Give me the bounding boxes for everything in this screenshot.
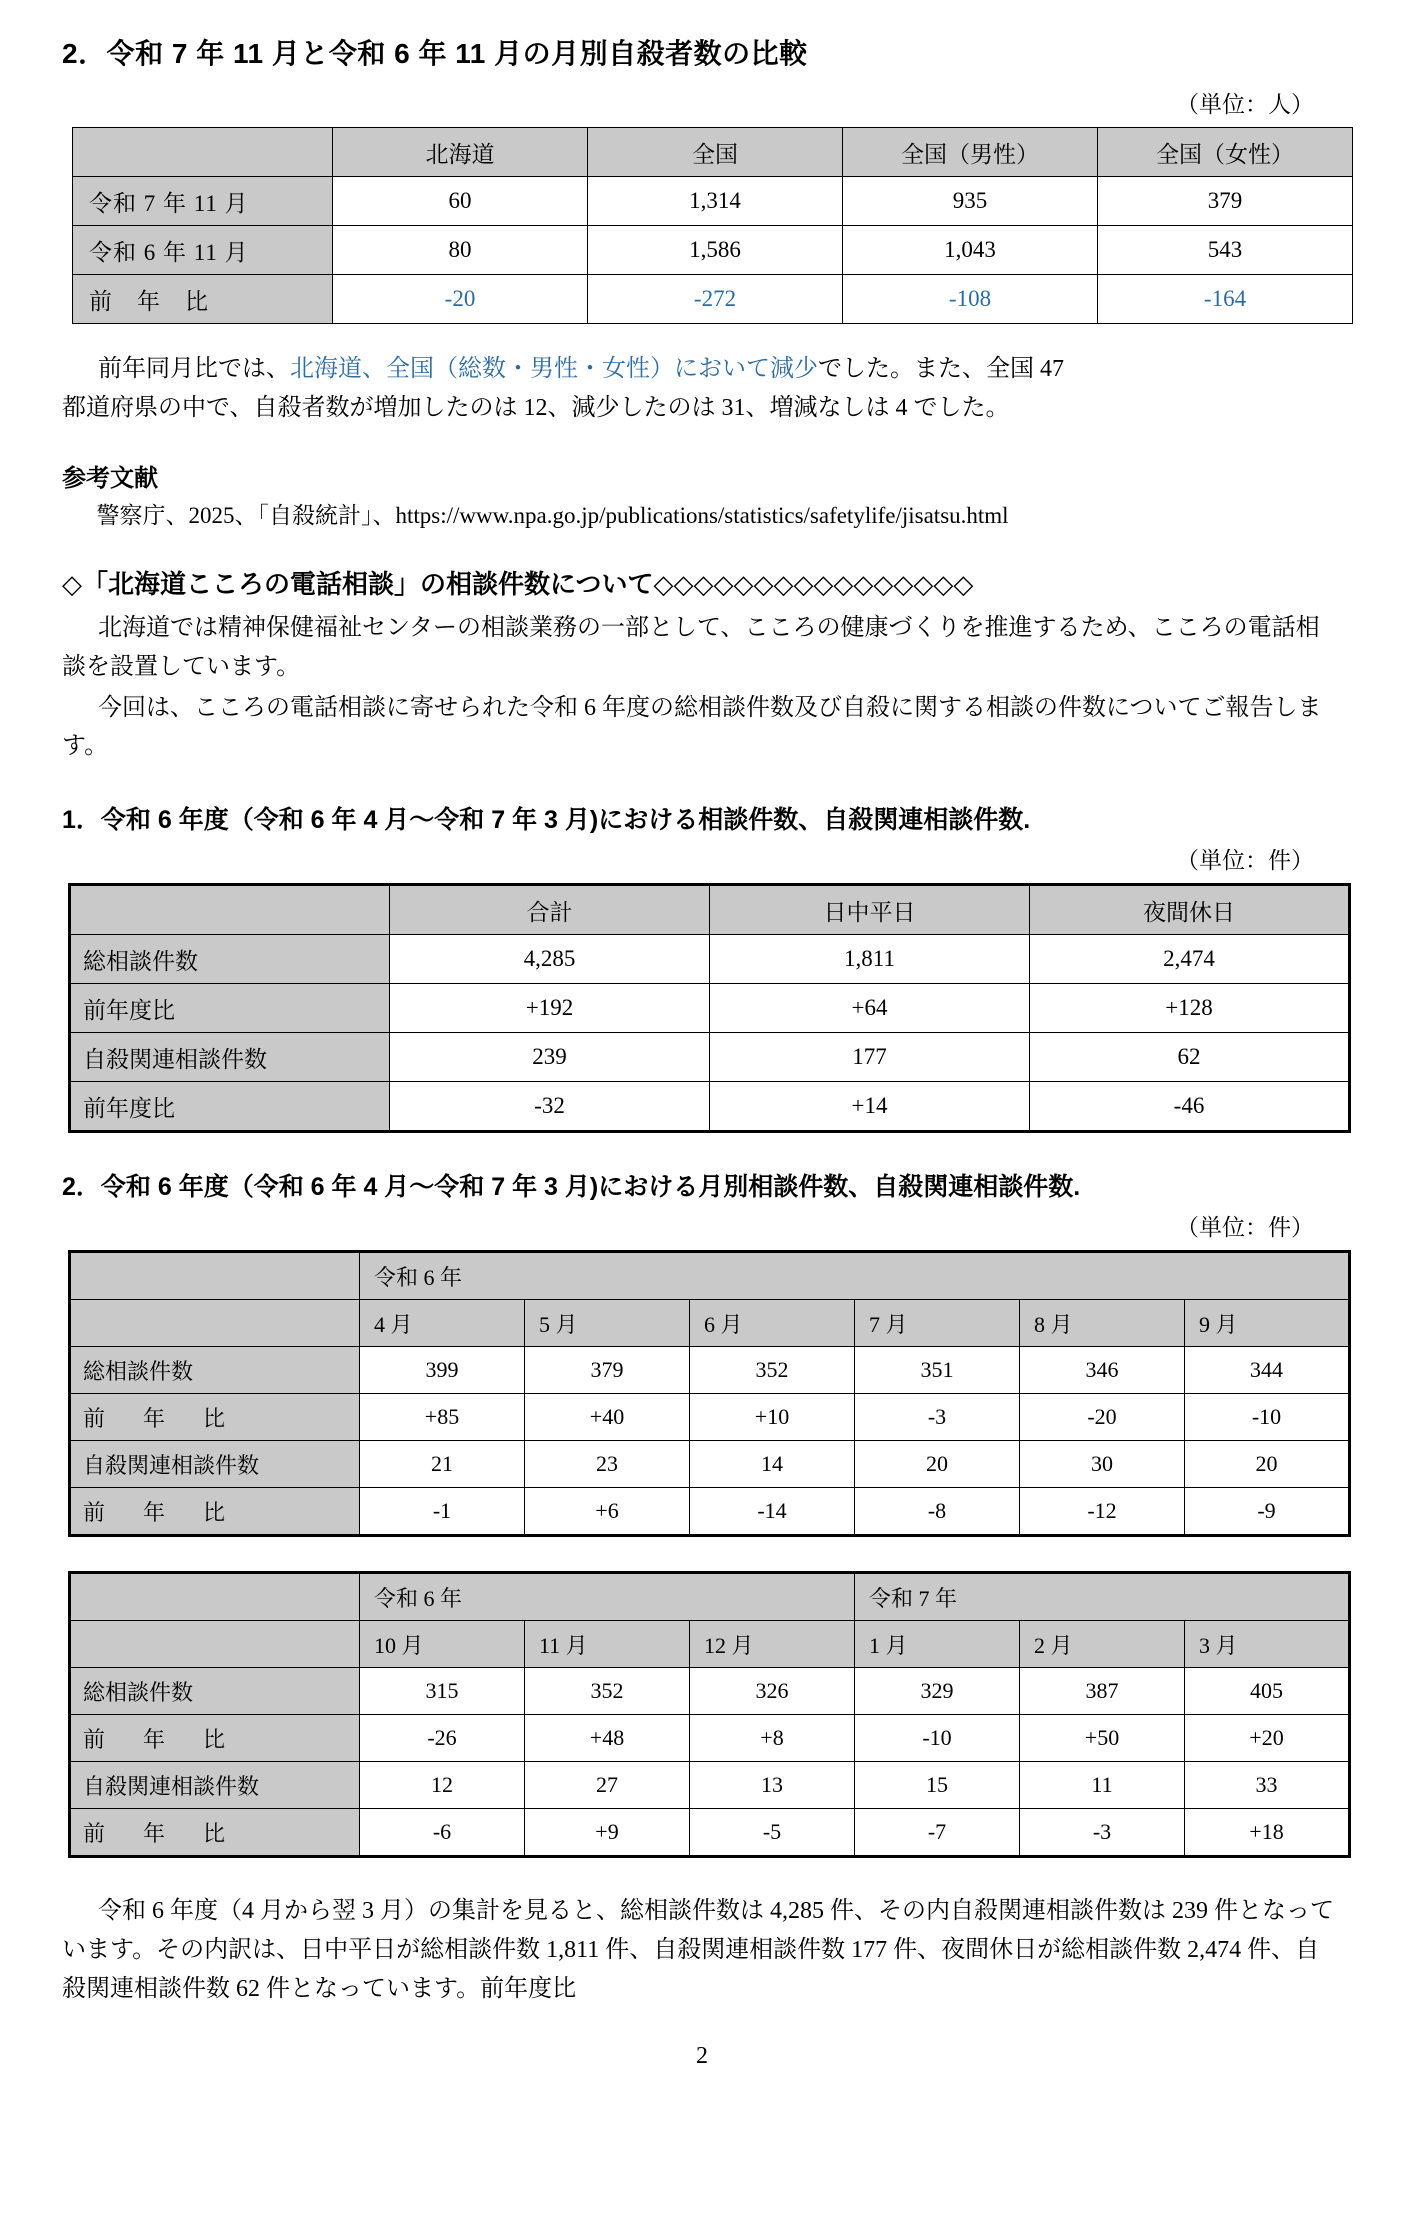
table-cell: 351 (855, 1347, 1020, 1394)
table-cell: 20 (1185, 1441, 1350, 1488)
table-corner-cell (70, 1573, 360, 1621)
table-cell: -46 (1030, 1082, 1350, 1132)
row-label: 総相談件数 (70, 935, 390, 984)
table-cell: -164 (1098, 275, 1353, 324)
table-month-row (70, 1621, 1350, 1668)
fiscal-table-1-unit: （単位：件） (1176, 848, 1314, 874)
table-cell: -1 (360, 1488, 525, 1536)
table-cell: 21 (360, 1441, 525, 1488)
table-cell: -272 (588, 275, 843, 324)
table-header-cell: 日中平日 (710, 885, 1030, 935)
table-cell: +20 (1185, 1715, 1350, 1762)
table-cell: 20 (855, 1441, 1020, 1488)
row-label: 令和 7 年 11 月 (73, 177, 333, 226)
table-cell: 543 (1098, 226, 1353, 275)
row-label: 前 年 比 (70, 1488, 360, 1536)
table-cell: +48 (525, 1715, 690, 1762)
table-cell: 15 (855, 1762, 1020, 1809)
section-1-paragraph (62, 350, 1342, 428)
section-1-title: 2．令和 7 年 11 月と令和 6 年 11 月の月別自殺者数の比較 (62, 38, 808, 69)
table-cell: 80 (333, 226, 588, 275)
month-header-cell: 12 月 (690, 1621, 855, 1668)
month-header-cell: 1 月 (855, 1621, 1020, 1668)
table-cell: 1,586 (588, 226, 843, 275)
table-row (70, 1394, 1350, 1441)
table-cell: 315 (360, 1668, 525, 1715)
fiscal-table-2-title: 2．令和 6 年度（令和 6 年 4 月〜令和 7 年 3 月)における月別相談件数、自殺関連相談件数. (62, 1173, 1081, 1202)
table-cell: 352 (690, 1347, 855, 1394)
table-cell: -5 (690, 1809, 855, 1857)
month-header-cell: 5 月 (525, 1300, 690, 1347)
table-year-row (70, 1252, 1350, 1300)
year-label-left: 令和 6 年 (360, 1573, 855, 1621)
table-cell: +10 (690, 1394, 855, 1441)
row-label: 前年度比 (70, 1082, 390, 1132)
table-header-cell: 全国 (588, 128, 843, 177)
table-cell: 344 (1185, 1347, 1350, 1394)
table-header-row (70, 885, 1350, 935)
table-cell: 1,314 (588, 177, 843, 226)
month-header-cell: 6 月 (690, 1300, 855, 1347)
table-cell: 329 (855, 1668, 1020, 1715)
table-row (70, 1668, 1350, 1715)
table-cell: +64 (710, 984, 1030, 1033)
table-cell: 60 (333, 177, 588, 226)
table-row (70, 1033, 1350, 1082)
table-corner-cell (70, 1621, 360, 1668)
closing-paragraph: 令和 6 年度（4 月から翌 3 月）の集計を見ると、総相談件数は 4,285 件、その内自殺関連相談件数は 239 件となっています。その内訳は、日中平日が総相談件数 1,811 件、自殺関連相談件数 177 件、夜間休日が総相談件数 2,474 件、自殺関連相談件数 62 件となっています。前年度比 (62, 1898, 1334, 2002)
table-cell: -32 (390, 1082, 710, 1132)
suicide-comparison-table (72, 127, 1353, 324)
table-row (70, 1441, 1350, 1488)
row-label: 総相談件数 (70, 1347, 360, 1394)
month-header-cell: 2 月 (1020, 1621, 1185, 1668)
table-cell: -7 (855, 1809, 1020, 1857)
table-header-cell (73, 128, 333, 177)
month-header-cell: 9 月 (1185, 1300, 1350, 1347)
table-cell: -8 (855, 1488, 1020, 1536)
month-header-cell: 8 月 (1020, 1300, 1185, 1347)
table-header-row (73, 128, 1353, 177)
row-label: 自殺関連相談件数 (70, 1033, 390, 1082)
table-row (70, 935, 1350, 984)
table-cell: 12 (360, 1762, 525, 1809)
table-cell: 23 (525, 1441, 690, 1488)
paragraph-text-a: 前年同月比では、 (98, 356, 290, 382)
table-cell: 11 (1020, 1762, 1185, 1809)
table-row (70, 1715, 1350, 1762)
row-label: 総相談件数 (70, 1668, 360, 1715)
table-cell: 33 (1185, 1762, 1350, 1809)
year-label-right: 令和 7 年 (855, 1573, 1350, 1621)
table-cell: 399 (360, 1347, 525, 1394)
month-header-cell: 10 月 (360, 1621, 525, 1668)
fiscal-table-1-title: 1．令和 6 年度（令和 6 年 4 月〜令和 7 年 3 月)における相談件数、自殺関連相談件数. (62, 806, 1031, 835)
table-cell: +40 (525, 1394, 690, 1441)
table-cell: +6 (525, 1488, 690, 1536)
table-cell: 27 (525, 1762, 690, 1809)
month-header-cell: 3 月 (1185, 1621, 1350, 1668)
table-cell: 405 (1185, 1668, 1350, 1715)
row-label: 自殺関連相談件数 (70, 1441, 360, 1488)
row-label: 自殺関連相談件数 (70, 1762, 360, 1809)
table-row (70, 1809, 1350, 1857)
fiscal-table-2-unit: （単位：件） (1176, 1215, 1314, 1241)
table-cell: -12 (1020, 1488, 1185, 1536)
table-month-row (70, 1300, 1350, 1347)
table-row (70, 1762, 1350, 1809)
consult-paragraph-2: 今回は、こころの電話相談に寄せられた令和 6 年度の総相談件数及び自殺に関する相談の件数についてご報告します。 (62, 694, 1322, 760)
table-cell: -14 (690, 1488, 855, 1536)
table-cell: 379 (1098, 177, 1353, 226)
reference-entry: 警察庁、2025、「自殺統計」、https://www.npa.go.jp/publications/statistics/safetylife/jisatsu.html (96, 502, 1009, 528)
table-cell: 239 (390, 1033, 710, 1082)
table-header-cell (70, 885, 390, 935)
table-header-cell: 北海道 (333, 128, 588, 177)
table-cell: 4,285 (390, 935, 710, 984)
table-cell: +128 (1030, 984, 1350, 1033)
table-cell: -10 (855, 1715, 1020, 1762)
table-header-cell: 全国（女性） (1098, 128, 1353, 177)
table-row (70, 1082, 1350, 1132)
monthly-table-first-half (68, 1250, 1351, 1537)
row-label: 前 年 比 (70, 1809, 360, 1857)
table-cell: 379 (525, 1347, 690, 1394)
table-cell: 62 (1030, 1033, 1350, 1082)
table-header-cell: 全国（男性） (843, 128, 1098, 177)
fiscal-total-table (68, 883, 1351, 1133)
table-cell: -20 (1020, 1394, 1185, 1441)
table-cell: 346 (1020, 1347, 1185, 1394)
table-cell: 13 (690, 1762, 855, 1809)
paragraph-text-b: でした。また、全国 47 (818, 356, 1064, 382)
table-cell: -108 (843, 275, 1098, 324)
year-label: 令和 6 年 (360, 1252, 1350, 1300)
references-heading: 参考文献 (62, 464, 158, 492)
row-label: 前 年 比 (70, 1394, 360, 1441)
table-row (73, 226, 1353, 275)
table-cell: 326 (690, 1668, 855, 1715)
paragraph-text-highlight: 北海道、全国（総数・男性・女性）において減少 (290, 356, 818, 382)
table-row (73, 177, 1353, 226)
table-cell: +85 (360, 1394, 525, 1441)
month-header-cell: 11 月 (525, 1621, 690, 1668)
section-1-unit-label: （単位：人） (1176, 92, 1314, 117)
month-header-cell: 4 月 (360, 1300, 525, 1347)
page-number: 2 (696, 2042, 708, 2069)
table-cell: -10 (1185, 1394, 1350, 1441)
table-row (70, 1347, 1350, 1394)
consult-paragraph-1: 北海道では精神保健福祉センターの相談業務の一部として、こころの健康づくりを推進するため、こころの電話相談を設置しています。 (62, 614, 1320, 680)
row-label: 前 年 比 (73, 275, 333, 324)
row-label: 令和 6 年 11 月 (73, 226, 333, 275)
consult-section-heading: ◇「北海道こころの電話相談」の相談件数について◇◇◇◇◇◇◇◇◇◇◇◇◇◇◇◇ (62, 568, 974, 599)
table-corner-cell (70, 1252, 360, 1300)
table-cell: +192 (390, 984, 710, 1033)
table-cell: +9 (525, 1809, 690, 1857)
table-corner-cell (70, 1300, 360, 1347)
table-cell: 2,474 (1030, 935, 1350, 984)
table-cell: -6 (360, 1809, 525, 1857)
table-row (70, 1488, 1350, 1536)
table-cell: -3 (1020, 1809, 1185, 1857)
table-cell: +14 (710, 1082, 1030, 1132)
table-cell: 14 (690, 1441, 855, 1488)
table-row (70, 984, 1350, 1033)
table-cell: +50 (1020, 1715, 1185, 1762)
table-cell: +8 (690, 1715, 855, 1762)
table-cell: -26 (360, 1715, 525, 1762)
row-label: 前 年 比 (70, 1715, 360, 1762)
table-cell: +18 (1185, 1809, 1350, 1857)
table-cell: 30 (1020, 1441, 1185, 1488)
table-cell: -20 (333, 275, 588, 324)
monthly-table-second-half (68, 1571, 1351, 1858)
table-year-row (70, 1573, 1350, 1621)
paragraph-text-c: 都道府県の中で、自殺者数が増加したのは 12、減少したのは 31、増減なしは 4 でした。 (62, 394, 1010, 421)
table-cell: 352 (525, 1668, 690, 1715)
table-cell: 1,043 (843, 226, 1098, 275)
table-cell: 1,811 (710, 935, 1030, 984)
row-label: 前年度比 (70, 984, 390, 1033)
table-cell: 177 (710, 1033, 1030, 1082)
table-row (73, 275, 1353, 324)
table-cell: 387 (1020, 1668, 1185, 1715)
table-header-cell: 合計 (390, 885, 710, 935)
table-header-cell: 夜間休日 (1030, 885, 1350, 935)
month-header-cell: 7 月 (855, 1300, 1020, 1347)
table-cell: 935 (843, 177, 1098, 226)
table-cell: -3 (855, 1394, 1020, 1441)
table-cell: -9 (1185, 1488, 1350, 1536)
